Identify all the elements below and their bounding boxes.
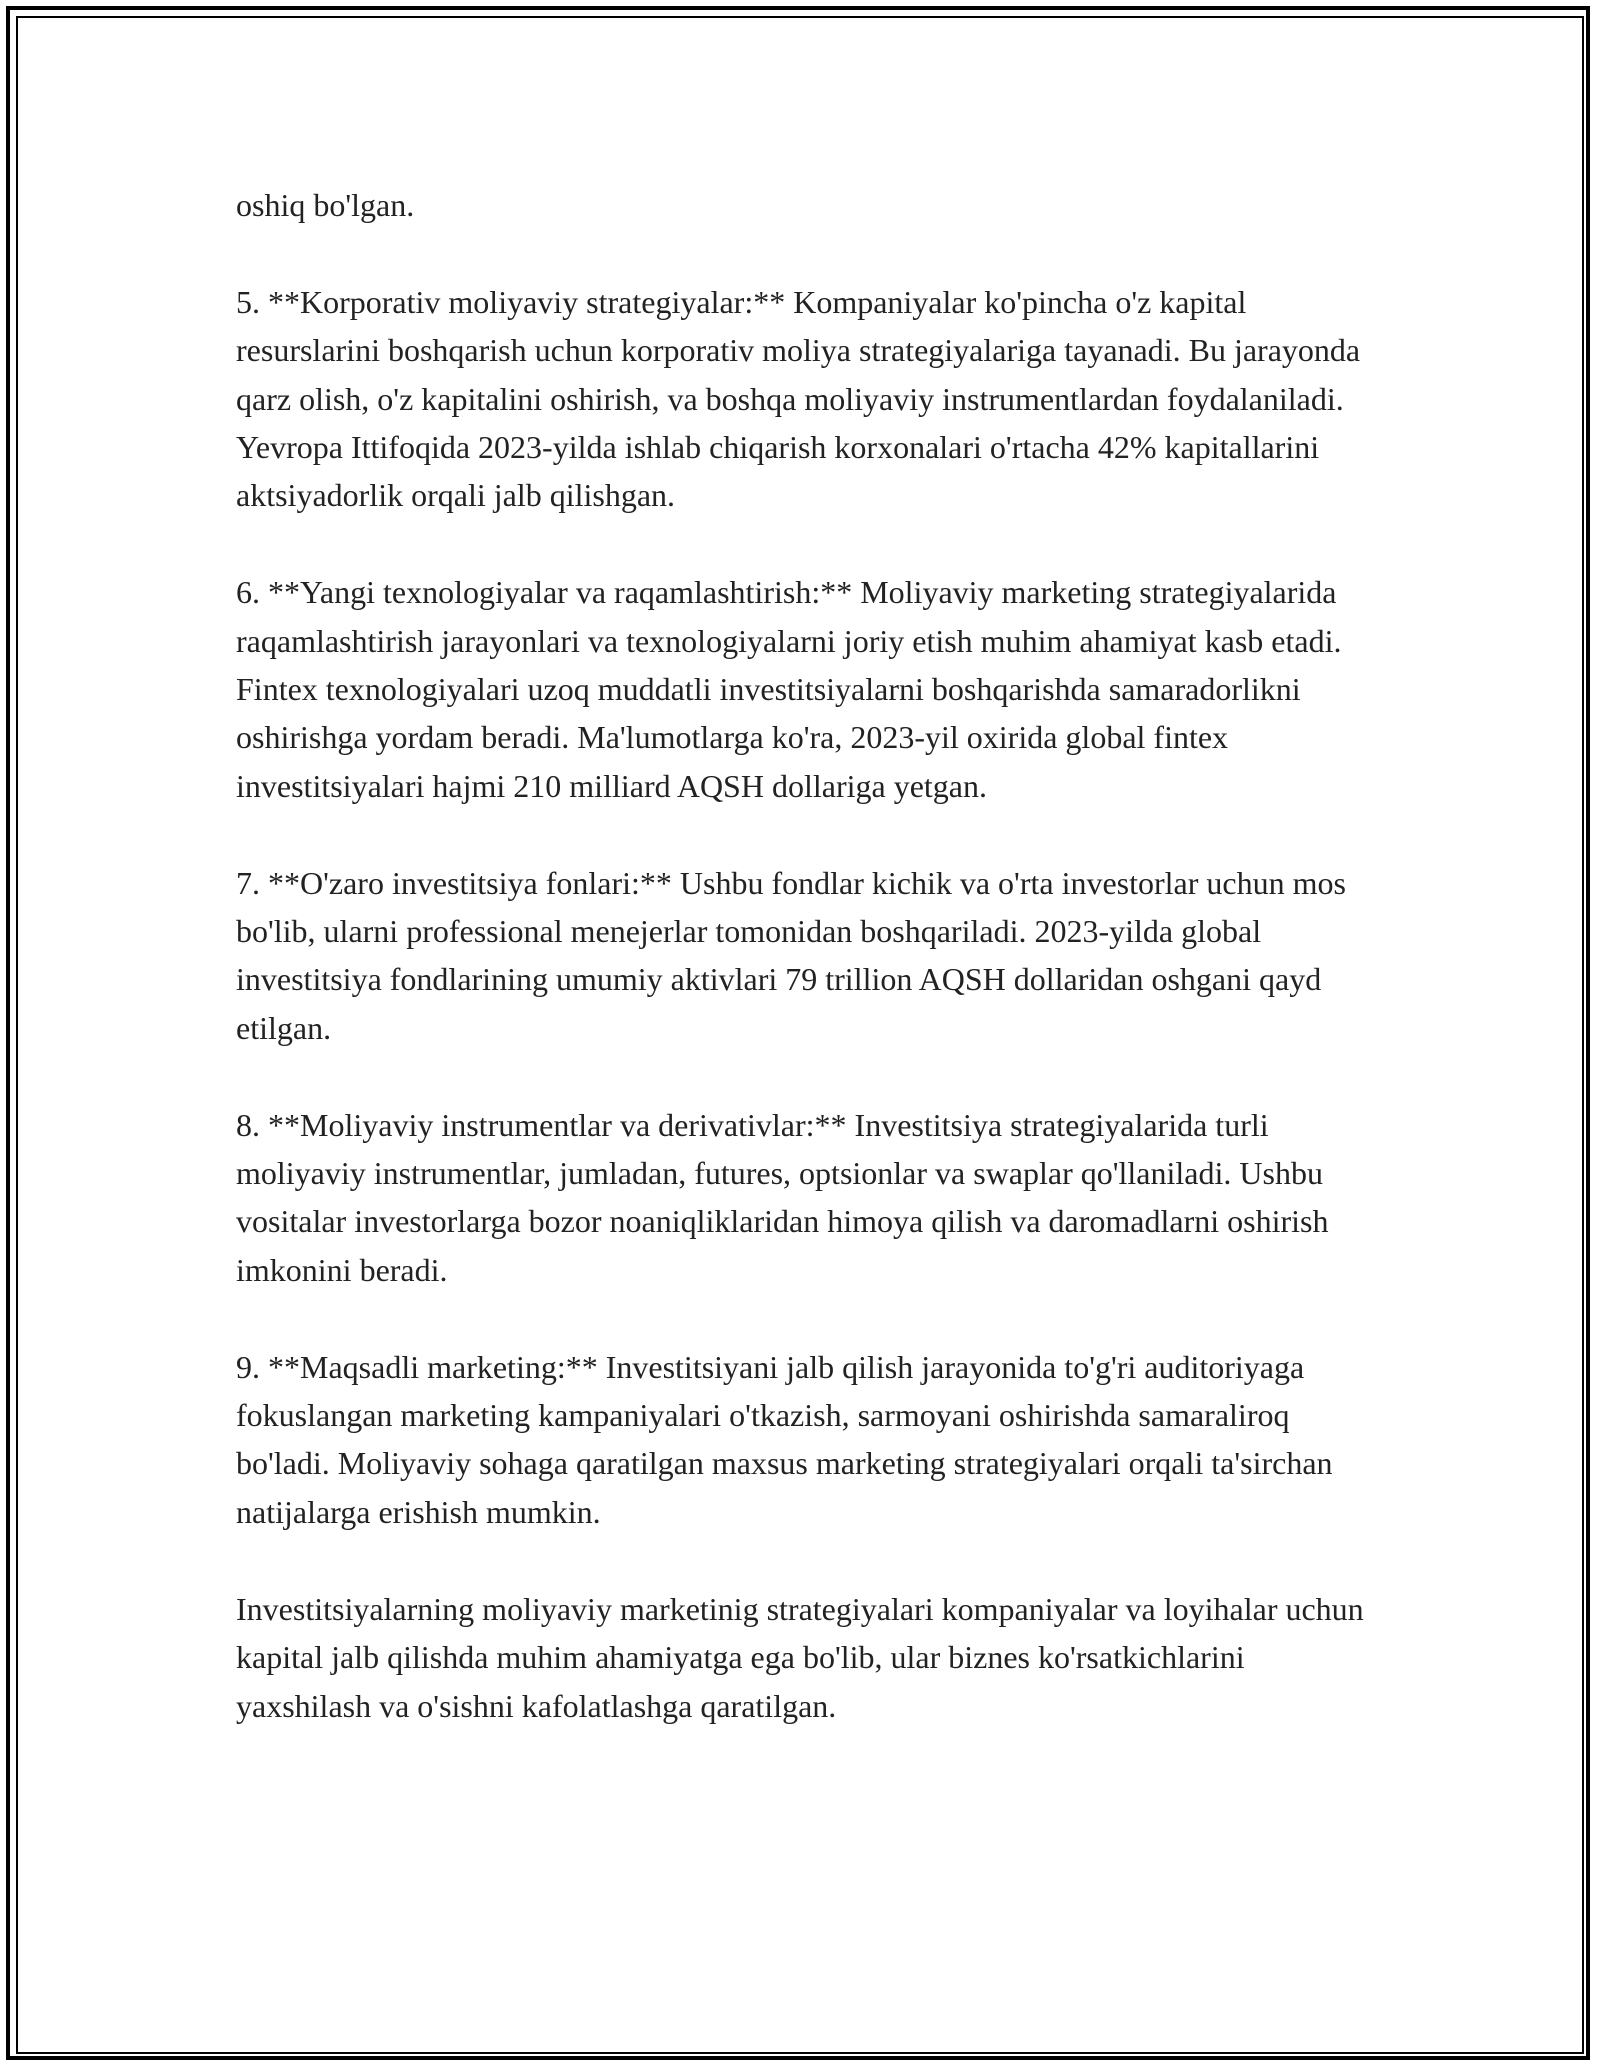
paragraph-item-7: 7. **O'zaro investitsiya fonlari:** Ushbu fondlar kichik va o'rta investorlar uchun mos bo'lib, ularni professional menejerlar tomonidan boshqariladi. 2023-yilda global investitsiya fondlarining umumiy aktivlari 79 trillion AQSH dollaridan oshgani qayd etilgan.	[236, 864, 1346, 1046]
paragraph-conclusion: Investitsiyalarning moliyaviy marketinig strategiyalari kompaniyalar va loyihalar uchun kapital jalb qilishda muhim ahamiyatga ega bo'lib, ular biznes ko'rsatkichlarini yaxshilash va o'sishni kafolatlashga qaratilgan.	[236, 1590, 1364, 1724]
document-body	[236, 181, 1376, 1778]
paragraph-item-8: 8. **Moliyaviy instrumentlar va derivativlar:** Investitsiya strategiyalarida turli moliyaviy instrumentlar, jumladan, futures, optsionlar va swaplar qo'llaniladi. Ushbu vositalar investorlarga bozor noaniqliklaridan himoya qilish va daromadlarni oshirish imkonini beradi.	[236, 1106, 1329, 1288]
paragraph-item-9: 9. **Maqsadli marketing:** Investitsiyani jalb qilish jarayonida to'g'ri auditoriyaga fokuslangan marketing kampaniyalari o'tkazish, sarmoyani oshirishda samaraliroq bo'ladi. Moliyaviy sohaga qaratilgan maxsus marketing strategiyalari orqali ta'sirchan natijalarga erishish mumkin.	[236, 1348, 1333, 1530]
paragraph-item-6: 6. **Yangi texnologiyalar va raqamlashtirish:** Moliyaviy marketing strategiyalarida raqamlashtirish jarayonlari va texnologiyalarni joriy etish muhim ahamiyat kasb etadi. Fintex texnologiyalari uzoq muddatli investitsiyalarni boshqarishda samaradorlikni oshirishga yordam beradi. Ma'lumotlarga ko'ra, 2023-yil oxirida global fintex investitsiyalari hajmi 210 milliard AQSH dollariga yetgan.	[236, 574, 1342, 804]
paragraph-item-5: 5. **Korporativ moliyaviy strategiyalar:** Kompaniyalar ko'pincha o'z kapital resurslarini boshqarish uchun korporativ moliya strategiyalariga tayanadi. Bu jarayonda qarz olish, o'z kapitalini oshirish, va boshqa moliyaviy instrumentlardan foydalaniladi. Yevropa Ittifoqida 2023-yilda ishlab chiqarish korxonalari o'rtacha 42% kapitallarini aktsiyadorlik orqali jalb qilishgan.	[236, 283, 1361, 514]
paragraph-continuation: oshiq bo'lgan.	[236, 187, 415, 223]
